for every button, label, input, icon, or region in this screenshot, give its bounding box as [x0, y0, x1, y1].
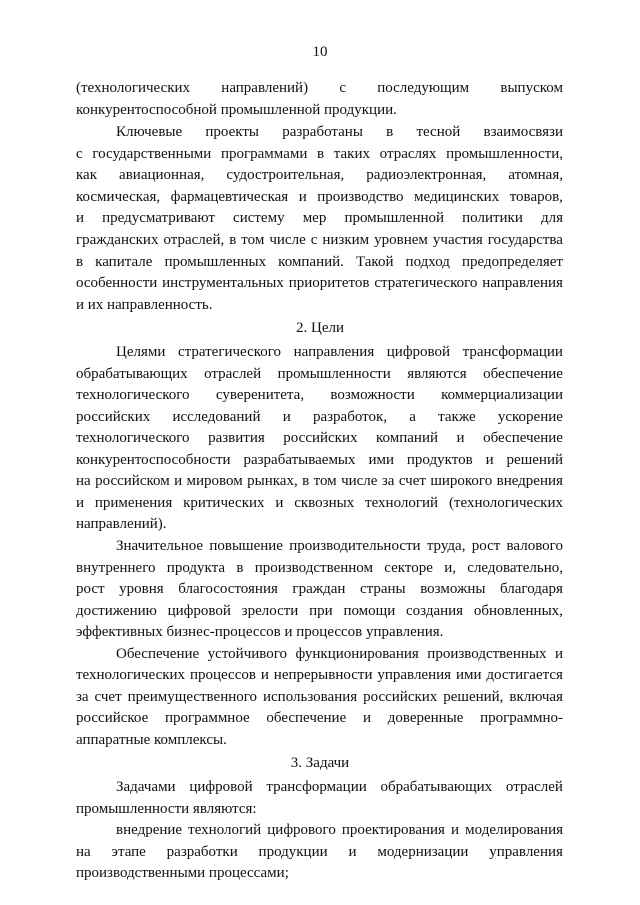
word: зрелости	[241, 603, 299, 619]
word: и	[282, 409, 291, 425]
word: рост	[76, 581, 105, 597]
word: участия	[432, 232, 483, 248]
word: моделирования	[465, 822, 563, 838]
word: программно-	[480, 710, 563, 726]
text-line: производственными процессами;	[76, 865, 289, 881]
text-line: и их направленность.	[76, 297, 213, 313]
word: компаний	[376, 430, 439, 446]
word: внутреннего	[76, 560, 156, 576]
text-line	[76, 165, 563, 185]
word: числе	[341, 473, 378, 489]
word: решений,	[443, 689, 504, 705]
word: государства	[487, 232, 563, 248]
word: в	[236, 560, 244, 576]
word: промышленных	[164, 254, 267, 270]
word: выпуском	[500, 80, 563, 96]
word: управления	[489, 844, 563, 860]
text-line	[76, 601, 563, 621]
word: с	[339, 80, 346, 96]
word: и	[554, 646, 563, 662]
word: Обеспечение	[116, 646, 200, 662]
word: счет	[398, 473, 426, 489]
word: управления	[377, 667, 452, 683]
word: тесной	[416, 124, 461, 140]
word: том	[313, 473, 337, 489]
word: благодаря	[500, 581, 563, 597]
word: компаний.	[278, 254, 344, 270]
word: применения	[94, 495, 173, 511]
text-line	[116, 122, 563, 142]
word: процессов	[189, 667, 256, 683]
word: рынках,	[247, 473, 298, 489]
word: проектирования	[341, 822, 445, 838]
word: проекты	[205, 124, 259, 140]
word: при	[309, 603, 333, 619]
word: критических	[183, 495, 265, 511]
word: за	[381, 473, 395, 489]
text-line	[76, 579, 563, 599]
word: являются	[407, 366, 467, 382]
word: и	[485, 452, 494, 468]
word: капитале	[95, 254, 153, 270]
word: направления	[482, 275, 563, 291]
word: атомная,	[508, 167, 563, 183]
text-line	[76, 687, 563, 707]
word: трансформации	[462, 344, 563, 360]
word: технологических	[76, 667, 186, 683]
word: инструментальных	[162, 275, 284, 291]
word: промышленной	[344, 210, 445, 226]
word: производство	[317, 189, 404, 205]
word: производственных	[427, 646, 547, 662]
word: судостроительная,	[226, 167, 345, 183]
text-line: конкурентоспособной промышленной продукции.	[76, 102, 397, 118]
word: модернизации	[377, 844, 469, 860]
word: в	[386, 124, 394, 140]
word: отраслей	[204, 366, 262, 382]
word: использования	[262, 689, 358, 705]
word: преимущественного	[127, 689, 258, 705]
text-line	[116, 820, 563, 840]
text-line	[116, 644, 563, 664]
word: страны	[359, 581, 406, 597]
section-heading: 2. Цели	[295, 320, 344, 336]
word: в	[229, 232, 237, 248]
word: разработаны	[282, 124, 363, 140]
word: достижению	[76, 603, 157, 619]
word: исследований	[172, 409, 261, 425]
text-line	[76, 187, 563, 207]
text-line: аппаратные комплексы.	[76, 732, 227, 748]
word: промышленности,	[446, 146, 563, 162]
word: таких	[333, 146, 370, 162]
section-heading: 3. Задачи	[290, 755, 350, 771]
word: широкого	[430, 473, 493, 489]
word: труда,	[426, 538, 466, 554]
word: повышение	[209, 538, 283, 554]
word: коммерциализации	[441, 387, 563, 403]
word: Ключевые	[116, 124, 183, 140]
word: Значительное	[116, 538, 204, 554]
word: российских	[363, 689, 438, 705]
word: систему	[233, 210, 285, 226]
word: с	[76, 146, 83, 162]
text-line	[76, 144, 563, 164]
word: Задачами	[116, 779, 176, 795]
word: обрабатывающих	[76, 366, 188, 382]
text-line: эффективных бизнес-процессов и процессов управления.	[76, 624, 444, 640]
word: для	[540, 210, 563, 226]
word: устойчивого	[207, 646, 288, 662]
word: решений	[506, 452, 563, 468]
word: российское	[76, 710, 149, 726]
word: разработок,	[312, 409, 388, 425]
word: за	[76, 689, 89, 705]
word: и	[174, 473, 183, 489]
word: авиационная,	[119, 167, 205, 183]
text-line: промышленности являются:	[76, 801, 257, 817]
word: развития	[208, 430, 265, 446]
word: Целями	[116, 344, 166, 360]
word: цифровой	[167, 603, 231, 619]
text-line	[76, 428, 563, 448]
word: а	[409, 409, 416, 425]
text-line	[116, 536, 563, 556]
text-line	[76, 558, 563, 578]
word: достигается	[486, 667, 563, 683]
word: трансформации	[266, 779, 367, 795]
word: том	[241, 232, 265, 248]
word: технологического	[76, 387, 190, 403]
word: направления	[293, 344, 375, 360]
word: космическая,	[76, 189, 161, 205]
word: взаимосвязи	[483, 124, 563, 140]
word: стратегического	[177, 344, 282, 360]
word: особенности	[76, 275, 158, 291]
word: уровнем	[374, 232, 428, 248]
word: обеспечение	[483, 430, 563, 446]
text-line	[76, 385, 563, 405]
word: доверенные	[387, 710, 464, 726]
word: производительности	[289, 538, 421, 554]
text-line	[76, 230, 563, 250]
word: направлений)	[221, 80, 309, 96]
word: и	[298, 189, 307, 205]
word: обеспечение	[266, 710, 347, 726]
word: суверенитета,	[215, 387, 305, 403]
text-line	[76, 450, 563, 470]
word: фармацевтическая	[170, 189, 289, 205]
text-line	[76, 252, 563, 272]
word: и	[76, 495, 85, 511]
word: валового	[506, 538, 563, 554]
word: (технологических	[76, 80, 191, 96]
word: цифрового	[267, 822, 336, 838]
word: гражданских	[76, 232, 159, 248]
text-line	[76, 364, 563, 384]
word: счет	[94, 689, 122, 705]
word: и	[275, 495, 284, 511]
word: в	[76, 254, 84, 270]
word: цифровой	[189, 779, 253, 795]
word: продукта	[166, 560, 226, 576]
word: обрабатывающих	[380, 779, 493, 795]
word: включая	[509, 689, 563, 705]
word: внедрения	[496, 473, 563, 489]
word: следовательно,	[467, 560, 563, 576]
word: возможны	[420, 581, 486, 597]
word: ускорение	[497, 409, 563, 425]
word: с	[310, 232, 318, 248]
word: государственными	[92, 146, 212, 162]
word: рост	[471, 538, 501, 554]
word: разработки	[166, 844, 238, 860]
text-line	[76, 273, 563, 293]
word: граждан	[292, 581, 346, 597]
word: мировом	[186, 473, 243, 489]
word: предусматривают	[102, 210, 215, 226]
word: мер	[302, 210, 327, 226]
word: внедрение	[116, 822, 183, 838]
word: предопределяет	[461, 254, 563, 270]
word: уровня	[119, 581, 164, 597]
word: (технологических	[448, 495, 563, 511]
word: обеспечение	[483, 366, 563, 382]
word: технологий	[188, 822, 262, 838]
word: создания	[406, 603, 464, 619]
text-line	[76, 493, 563, 513]
word: отраслей	[505, 779, 563, 795]
text-line	[76, 708, 563, 728]
word: продукции	[258, 844, 328, 860]
word: также	[438, 409, 476, 425]
word: производственном	[254, 560, 373, 576]
word: технологического	[76, 430, 190, 446]
word: и	[260, 667, 269, 683]
word: программами	[220, 146, 308, 162]
word: медицинских	[414, 189, 500, 205]
word: Такой	[355, 254, 394, 270]
word: обновленных,	[473, 603, 563, 619]
word: как	[76, 167, 98, 183]
word: непрерывности	[273, 667, 373, 683]
word: этапе	[111, 844, 146, 860]
text-line	[116, 777, 563, 797]
word: функционирования	[295, 646, 419, 662]
word: подход	[405, 254, 450, 270]
word: благосостояния	[178, 581, 278, 597]
word: и	[456, 430, 465, 446]
page-number: 10	[312, 44, 328, 60]
word: на	[76, 473, 91, 489]
text-line	[76, 208, 563, 228]
text-line	[76, 842, 563, 862]
word: промышленности	[277, 366, 391, 382]
word: отраслях	[379, 146, 437, 162]
text-line: направлений).	[76, 516, 167, 532]
word: программное	[164, 710, 250, 726]
word: на	[76, 844, 91, 860]
text-line	[76, 471, 563, 491]
word: конкурентоспособности	[76, 452, 231, 468]
text-line	[76, 407, 563, 427]
word: радиоэлектронная,	[366, 167, 487, 183]
word: в	[317, 146, 325, 162]
word: политики	[462, 210, 523, 226]
text-line	[76, 665, 563, 685]
word: помощи	[343, 603, 396, 619]
word: возможности	[330, 387, 415, 403]
word: и	[451, 822, 460, 838]
word: и	[348, 844, 357, 860]
word: технологий	[365, 495, 439, 511]
word: и	[362, 710, 371, 726]
text-line	[76, 78, 563, 98]
word: отраслей,	[163, 232, 225, 248]
word: ими	[368, 452, 394, 468]
word: и	[76, 210, 85, 226]
word: товаров,	[509, 189, 563, 205]
word: российских	[283, 430, 358, 446]
word: низким	[322, 232, 370, 248]
word: разрабатываемых	[243, 452, 356, 468]
word: и,	[444, 560, 456, 576]
word: стратегического	[374, 275, 478, 291]
word: секторе	[384, 560, 433, 576]
word: ими	[455, 667, 482, 683]
word: сквозных	[294, 495, 355, 511]
word: в	[302, 473, 310, 489]
word: приоритетов	[288, 275, 370, 291]
word: цифровой	[386, 344, 451, 360]
word: продуктов	[406, 452, 473, 468]
word: последующим	[377, 80, 470, 96]
word: российских	[76, 409, 151, 425]
word: числе	[269, 232, 306, 248]
text-line	[116, 342, 563, 362]
word: российском	[95, 473, 170, 489]
